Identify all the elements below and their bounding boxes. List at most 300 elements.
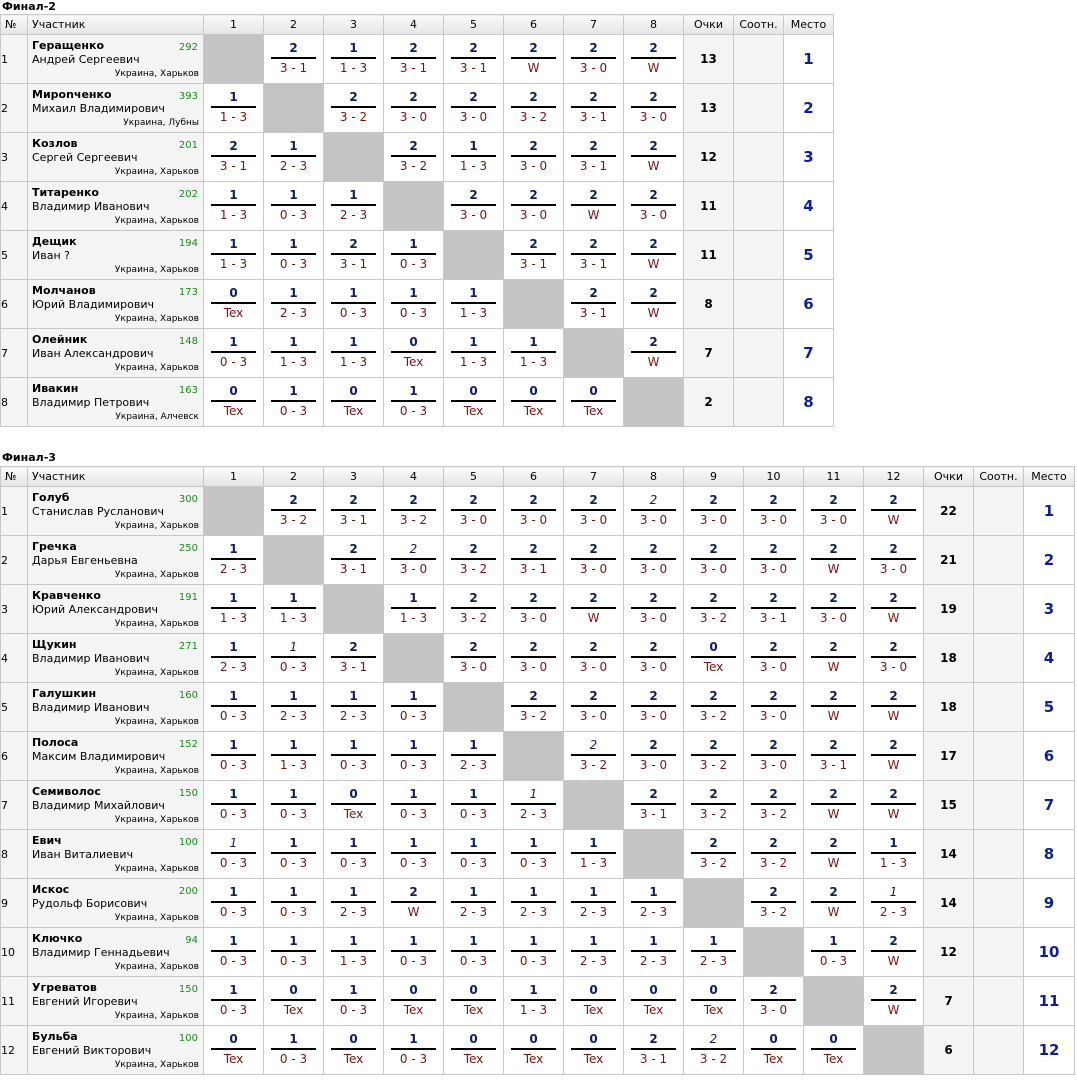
match-points: 1 [349,885,358,899]
match-cell[interactable] [204,879,264,928]
fraction-divider [451,999,496,1001]
match-cell[interactable] [684,928,744,977]
row-number: 2 [1,536,28,585]
match-cell[interactable] [744,487,804,536]
col-header-opponent: 7 [564,467,624,487]
match-cell[interactable] [864,879,924,928]
match-cell[interactable] [324,378,384,427]
match-cell[interactable] [744,732,804,781]
match-cell[interactable] [864,977,924,1026]
match-cell[interactable] [264,879,324,928]
match-cell[interactable] [384,928,444,977]
match-cell[interactable] [504,182,564,231]
place-cell: 3 [784,133,834,182]
match-cell[interactable] [504,231,564,280]
match-cell[interactable] [204,231,264,280]
match-points: 2 [529,689,538,703]
match-cell[interactable] [744,536,804,585]
match-cell[interactable] [444,35,504,84]
ratio-cell [734,182,784,231]
match-cell[interactable] [204,536,264,585]
match-cell[interactable] [444,634,504,683]
ratio-cell [974,536,1024,585]
match-cell[interactable] [504,1026,564,1075]
match-cell[interactable] [864,830,924,879]
match-score: 3 - 2 [699,758,728,772]
player-city: Украина, Харьков [114,913,199,923]
match-score: 0 - 3 [399,954,428,968]
match-cell[interactable] [684,634,744,683]
match-cell[interactable] [504,683,564,732]
match-cell[interactable] [444,84,504,133]
match-cell[interactable] [444,378,504,427]
match-cell[interactable] [564,133,624,182]
match-cell[interactable] [624,683,684,732]
match-cell[interactable] [324,830,384,879]
match-cell[interactable] [384,487,444,536]
match-cell[interactable] [624,35,684,84]
match-cell[interactable] [624,781,684,830]
match-score: 3 - 1 [519,562,548,576]
match-cell[interactable] [444,732,504,781]
match-cell[interactable] [504,928,564,977]
table-row [1,634,1075,683]
match-cell[interactable] [444,1026,504,1075]
match-score: 2 - 3 [459,905,488,919]
match-cell[interactable] [384,231,444,280]
match-cell[interactable] [624,879,684,928]
match-score: 3 - 1 [339,562,368,576]
match-points: 0 [409,335,418,349]
table-row [1,732,1075,781]
match-cell[interactable] [384,329,444,378]
match-cell[interactable] [264,133,324,182]
self-cell [684,879,744,928]
match-cell[interactable] [804,536,864,585]
match-cell[interactable] [564,280,624,329]
match-cell[interactable] [624,133,684,182]
fraction-divider [631,803,676,805]
match-cell[interactable] [324,231,384,280]
match-cell[interactable] [264,487,324,536]
fraction-divider [751,754,796,756]
player-city: Украина, Лубны [123,118,199,128]
match-cell[interactable] [624,329,684,378]
match-cell[interactable] [624,280,684,329]
player-last-name[interactable]: Мирonченко [32,88,112,101]
match-cell[interactable] [384,830,444,879]
match-points: 1 [709,934,718,948]
match-cell[interactable] [864,928,924,977]
match-cell[interactable] [264,585,324,634]
player-rating: 194 [178,238,198,249]
player-last-name[interactable]: Дещик [32,235,77,248]
match-cell[interactable] [444,182,504,231]
fraction-divider [451,57,496,59]
match-cell[interactable] [504,329,564,378]
match-cell[interactable] [564,231,624,280]
match-cell[interactable] [624,732,684,781]
match-cell[interactable] [624,634,684,683]
match-cell[interactable] [324,84,384,133]
match-score: W [887,709,900,723]
match-cell[interactable] [804,1026,864,1075]
match-cell[interactable] [264,928,324,977]
player-last-name[interactable]: Гречка [32,540,77,553]
match-cell[interactable] [684,683,744,732]
match-cell[interactable] [324,280,384,329]
player-last-name[interactable]: Титаренко [32,186,99,199]
player-last-name[interactable]: Бульба [32,1030,78,1043]
match-cell[interactable] [324,35,384,84]
match-cell[interactable] [504,585,564,634]
match-cell[interactable] [384,133,444,182]
match-cell[interactable] [624,231,684,280]
col-header-ratio: Соотн. [974,467,1024,487]
player-cell [28,634,204,683]
match-points: 1 [289,885,298,899]
match-cell[interactable] [564,585,624,634]
match-cell[interactable] [264,683,324,732]
fraction-divider [691,656,736,658]
match-cell[interactable] [204,585,264,634]
match-cell[interactable] [564,732,624,781]
match-cell[interactable] [384,977,444,1026]
match-score: 0 - 3 [279,257,308,271]
player-last-name[interactable]: Ключко [32,932,83,945]
match-cell[interactable] [324,928,384,977]
total-points: 2 [684,378,734,427]
match-cell[interactable] [444,830,504,879]
place-cell: 11 [1024,977,1075,1026]
match-cell[interactable] [204,1026,264,1075]
match-cell[interactable] [624,536,684,585]
match-cell[interactable] [204,830,264,879]
match-cell[interactable] [384,378,444,427]
match-cell[interactable] [804,830,864,879]
match-cell[interactable] [264,231,324,280]
match-cell[interactable] [564,35,624,84]
match-cell[interactable] [264,732,324,781]
match-cell[interactable] [204,977,264,1026]
player-last-name[interactable]: Щукин [32,638,77,651]
match-cell[interactable] [384,84,444,133]
match-cell[interactable] [204,928,264,977]
match-cell[interactable] [504,35,564,84]
player-last-name[interactable]: Молчанов [32,284,96,297]
ratio-cell [974,830,1024,879]
match-cell[interactable] [684,585,744,634]
player-last-name[interactable]: Семиволос [32,785,101,798]
match-cell[interactable] [564,830,624,879]
match-cell[interactable] [204,280,264,329]
match-cell[interactable] [444,329,504,378]
match-cell[interactable] [324,1026,384,1075]
match-cell[interactable] [204,133,264,182]
match-cell[interactable] [384,683,444,732]
player-last-name[interactable]: Полоса [32,736,79,749]
match-cell[interactable] [384,879,444,928]
row-number: 8 [1,378,28,427]
match-cell[interactable] [204,182,264,231]
match-cell[interactable] [684,732,744,781]
match-cell[interactable] [624,585,684,634]
match-cell[interactable] [204,683,264,732]
match-cell[interactable] [684,487,744,536]
total-points: 17 [924,732,974,781]
match-cell[interactable] [444,133,504,182]
match-points: 1 [289,591,298,605]
match-cell[interactable] [264,35,324,84]
match-cell[interactable] [384,35,444,84]
match-score: 3 - 2 [519,110,548,124]
player-last-name[interactable]: Галушкин [32,687,97,700]
match-cell[interactable] [384,585,444,634]
match-cell[interactable] [564,378,624,427]
match-cell[interactable] [744,1026,804,1075]
fraction-divider [271,302,316,304]
ratio-cell [974,732,1024,781]
match-points: 1 [409,738,418,752]
match-cell[interactable] [564,84,624,133]
match-cell[interactable] [444,585,504,634]
match-cell[interactable] [684,536,744,585]
match-cell[interactable] [804,585,864,634]
fraction-divider [331,999,376,1001]
self-cell [744,928,804,977]
match-cell[interactable] [504,781,564,830]
player-last-name[interactable]: Олейник [32,333,88,346]
match-cell[interactable] [624,977,684,1026]
match-cell[interactable] [804,879,864,928]
fraction-divider [511,558,556,560]
fraction-divider [511,803,556,805]
match-cell[interactable] [564,182,624,231]
fraction-divider [211,656,256,658]
match-cell[interactable] [384,732,444,781]
match-cell[interactable] [384,781,444,830]
match-cell[interactable] [264,781,324,830]
match-cell[interactable] [324,634,384,683]
match-cell[interactable] [864,585,924,634]
match-cell[interactable] [624,84,684,133]
match-cell[interactable] [684,977,744,1026]
match-points: 1 [649,934,658,948]
match-cell[interactable] [324,182,384,231]
match-points: 1 [289,384,298,398]
match-cell[interactable] [744,830,804,879]
match-cell[interactable] [264,634,324,683]
match-cell[interactable] [324,329,384,378]
section-title-final-2: Финал-2 [2,0,56,13]
match-cell[interactable] [744,879,804,928]
match-cell[interactable] [204,378,264,427]
match-score: 0 - 3 [219,709,248,723]
match-cell[interactable] [504,830,564,879]
match-cell[interactable] [504,977,564,1026]
player-last-name[interactable]: Ивакин [32,382,79,395]
match-cell[interactable] [324,487,384,536]
match-cell[interactable] [804,781,864,830]
match-points: 2 [769,787,778,801]
match-cell[interactable] [624,928,684,977]
match-cell[interactable] [444,928,504,977]
match-cell[interactable] [564,879,624,928]
match-cell[interactable] [684,830,744,879]
total-points: 12 [924,928,974,977]
match-score: 3 - 0 [819,611,848,625]
match-cell[interactable] [744,683,804,732]
match-points: 0 [469,983,478,997]
match-cell[interactable] [624,182,684,231]
match-score: W [827,856,840,870]
match-points: 2 [349,237,358,251]
match-cell[interactable] [324,781,384,830]
fraction-divider [451,803,496,805]
match-cell[interactable] [684,781,744,830]
match-cell[interactable] [804,683,864,732]
match-points: 1 [289,237,298,251]
match-cell[interactable] [564,928,624,977]
match-score: W [407,905,420,919]
match-cell[interactable] [804,634,864,683]
match-cell[interactable] [624,1026,684,1075]
match-cell[interactable] [324,879,384,928]
match-cell[interactable] [804,928,864,977]
match-cell[interactable] [324,732,384,781]
match-cell[interactable] [864,683,924,732]
match-score: 0 - 3 [339,856,368,870]
match-cell[interactable] [864,536,924,585]
player-last-name[interactable]: Искос [32,883,70,896]
match-cell[interactable] [504,634,564,683]
match-cell[interactable] [444,280,504,329]
match-points: 1 [469,836,478,850]
match-cell[interactable] [384,280,444,329]
match-cell[interactable] [204,781,264,830]
match-cell[interactable] [204,634,264,683]
match-cell[interactable] [864,732,924,781]
match-cell[interactable] [504,487,564,536]
match-cell[interactable] [504,378,564,427]
match-score: Tex [463,1003,484,1017]
match-cell[interactable] [264,280,324,329]
fraction-divider [271,509,316,511]
player-rating: 201 [178,140,198,151]
place-cell: 10 [1024,928,1075,977]
player-last-name[interactable]: Козлов [32,137,78,150]
match-score: 1 - 3 [279,611,308,625]
match-cell[interactable] [204,84,264,133]
match-score: 0 - 3 [459,856,488,870]
match-points: 0 [469,1032,478,1046]
place-cell: 8 [784,378,834,427]
match-score: 0 - 3 [219,807,248,821]
player-last-name[interactable]: Геращенко [32,39,105,52]
match-cell[interactable] [264,830,324,879]
match-cell[interactable] [264,977,324,1026]
match-cell[interactable] [384,536,444,585]
match-cell[interactable] [564,1026,624,1075]
match-cell[interactable] [264,378,324,427]
player-rating: 100 [178,837,198,848]
match-cell[interactable] [564,487,624,536]
player-last-name[interactable]: Евич [32,834,62,847]
player-last-name[interactable]: Голуб [32,491,70,504]
match-cell[interactable] [744,585,804,634]
match-score: 3 - 1 [219,159,248,173]
fraction-divider [811,656,856,658]
match-cell[interactable] [204,329,264,378]
match-cell[interactable] [864,781,924,830]
match-score: 2 - 3 [219,660,248,674]
col-header-place: Место [784,15,834,35]
match-cell[interactable] [444,487,504,536]
match-cell[interactable] [804,487,864,536]
match-cell[interactable] [864,487,924,536]
ratio-cell [974,928,1024,977]
match-cell[interactable] [264,329,324,378]
player-last-name[interactable]: Угреватов [32,981,97,994]
place-cell: 7 [1024,781,1075,830]
fraction-divider [631,1048,676,1050]
player-rating: 393 [178,91,198,102]
match-cell[interactable] [504,536,564,585]
match-points: 1 [829,934,838,948]
match-cell[interactable] [564,683,624,732]
col-header-opponent: 8 [624,15,684,35]
match-points: 2 [889,689,898,703]
match-cell[interactable] [324,536,384,585]
row-number: 8 [1,830,28,879]
fraction-divider [211,1048,256,1050]
match-cell[interactable] [264,1026,324,1075]
match-score: Tex [703,1003,724,1017]
match-cell[interactable] [324,977,384,1026]
match-cell[interactable] [444,781,504,830]
match-cell[interactable] [564,977,624,1026]
match-cell[interactable] [384,1026,444,1075]
match-cell[interactable] [564,634,624,683]
match-points: 1 [289,640,298,654]
match-cell[interactable] [204,732,264,781]
match-cell[interactable] [564,536,624,585]
match-cell[interactable] [804,732,864,781]
fraction-divider [331,204,376,206]
match-cell[interactable] [264,182,324,231]
match-cell[interactable] [504,133,564,182]
fraction-divider [571,400,616,402]
match-cell[interactable] [444,977,504,1026]
match-cell[interactable] [744,634,804,683]
match-score: 3 - 0 [519,611,548,625]
match-cell[interactable] [744,781,804,830]
match-cell[interactable] [684,1026,744,1075]
match-points: 2 [649,335,658,349]
row-number: 5 [1,683,28,732]
match-cell[interactable] [744,977,804,1026]
match-cell[interactable] [324,683,384,732]
match-cell[interactable] [504,879,564,928]
fraction-divider [391,852,436,854]
match-cell[interactable] [504,84,564,133]
match-cell[interactable] [624,487,684,536]
match-cell[interactable] [864,634,924,683]
match-cell[interactable] [444,879,504,928]
player-last-name[interactable]: Кравченко [32,589,101,602]
match-score: 0 - 3 [279,807,308,821]
match-cell[interactable] [444,536,504,585]
